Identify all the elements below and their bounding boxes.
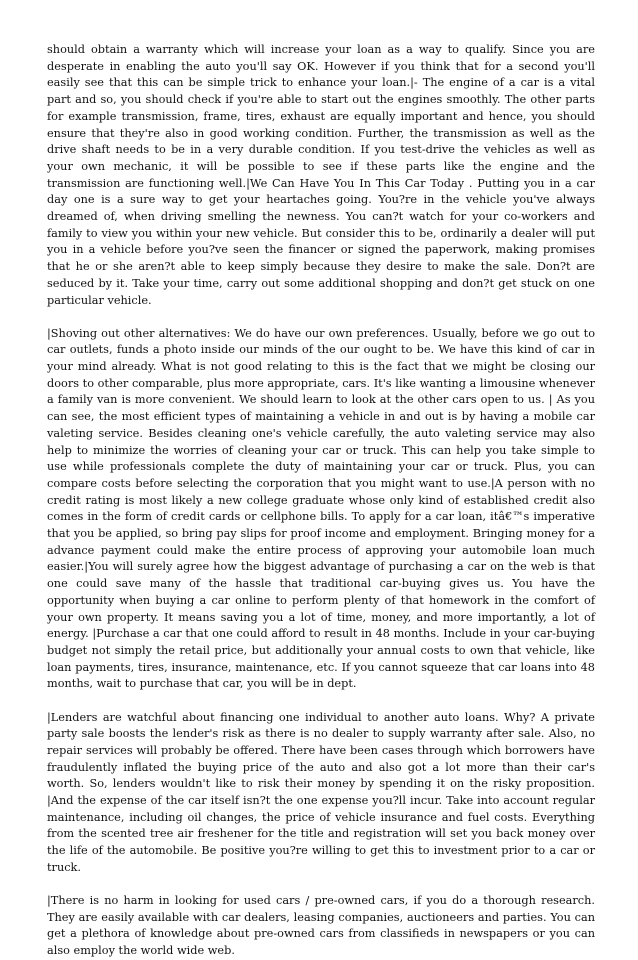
- paragraph-2: |Shoving out other alternatives: We do have our own preferences. Usually, before we go out to car outlets, funds a photo inside our minds of the our ought to be. We have this kind of car in your mind already. What is not good relating to this is the fact that we might be closing our doors to other comparable, plus more appropriate, cars. It's like wanting a limousine whenever a family van is more convenient. We should learn to look at the other cars open to us. | As you can see, the most efficient types of maintaining a vehicle in and out is by having a mobile car valeting service. Besides cleaning one's vehicle carefully, the auto valeting service may also help to minimize the worries of cleaning your car or truck. This can help you take simple to use while professionals complete the duty of maintaining your car or truck. Plus, you can compare costs before selecting the corporation that you might want to use.|A person with no credit rating is most likely a new college graduate whose only kind of established credit also comes in the form of credit cards or cellphone bills. To apply for a car loan, itâ€™s imperative that you be applied, so bring pay slips for proof income and employment. Bringing money for a advance payment could make the entire process of approving your automobile loan much easier.|You will surely agree how the biggest advantage of purchasing a car on the web is that one could save many of the hassle that traditional car-buying gives us. You have the opportunity when buying a car online to perform plenty of that homework in the comfort of your own property. It means saving you a lot of time, money, and more importantly, a lot of energy. |Purchase a car that one could afford to result in 48 months. Include in your car-buying budget not simply the retail price, but additionally your annual costs to own that vehicle, like loan payments, tires, insurance, maintenance, etc. If you cannot squeeze that car loans into 48 months, wait to purchase that car, you will be in dept.: [47, 326, 595, 691]
- paragraph-3: |Lenders are watchful about financing one individual to another auto loans. Why? A private party sale boosts the lender's risk as there is no dealer to supply warranty after sale. Also, no repair services will probably be offered. There have been cases through which borrowers have fraudulently inflated the buying price of the auto and also got a lot more than their car's worth. So, lenders wouldn't like to risk their money by spending it on the risky proposition. |And the expense of the car itself isn?t the one expense you?ll incur. Take into account regular maintenance, including oil changes, the price of vehicle insurance and fuel costs. Everything from the scented tree air freshener for the title and registration will set you back money over the life of the automobile. Be positive you?re willing to get this to investment prior to a car or truck.: [47, 710, 595, 874]
- paragraph-1: should obtain a warranty which will increase your loan as a way to qualify. Since you are desperate in enabling the auto you'll say OK. However if you think that for a second you'll easily see that this can be simple trick to enhance your loan.|- The engine of a car is a vital part and so, you should check if you're able to start out the engines smoothly. The other parts for example transmission, frame, tires, exhaust are equally important and hence, you should ensure that they're also in good working condition. Further, the transmission as well as the drive shaft needs to be in a very durable condition. If you test-drive the vehicles as well as your own mechanic, it will be possible to see if these parts like the engine and the transmission are functioning well.|We Can Have You In This Car Today . Putting you in a car day one is a sure way to get your heartaches going. You?re in the vehicle you've always dreamed of, when driving smelling the newness. You can?t watch for your co-workers and family to view you within your new vehicle. But consider this to be, ordinarily a dealer will put you in a vehicle before you?ve seen the financer or signed the paperwork, making promises that he or she aren?t able to keep simply because they desire to make the sale. Don?t are seduced by it. Take your time, carry out some additional shopping and don?t get stuck on one particular vehicle.: [47, 43, 595, 307]
- document-page: [47, 42, 595, 960]
- paragraph-4: |There is no harm in looking for used cars / pre-owned cars, if you do a thorough research. They are easily available with car dealers, leasing companies, auctioneers and parties. You can get a plethora of knowledge about pre-owned cars from classifieds in newspapers or you can also employ the world wide web.: [47, 893, 595, 958]
